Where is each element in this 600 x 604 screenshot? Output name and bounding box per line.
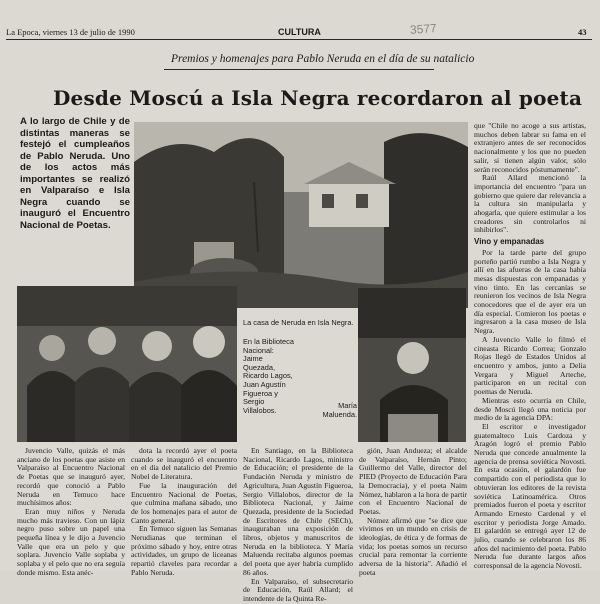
lead-paragraph: A lo largo de Chile y de distintas maneras se festejó el cumpleaños de Pablo Neruda. Uno de los actos más importantes se realizó en Valparaíso e Isla Negra cuando se inauguró el Encuentro Nacional de Poetas.	[20, 116, 130, 231]
house-caption: La casa de Neruda en Isla Negra.	[243, 318, 354, 327]
col1-paragraph: Juvencio Valle, quizás el más anciano de los poetas que asiste en Valparaíso al Encuentro Nacional de Poetas que se inauguró ayer, recordó que conoció a Pablo Neruda en Temuco hace muchísimos años:	[17, 446, 125, 508]
col5-paragraph: Raúl Allard mencionó la importancia del encuentro "para un gobierno que quiere dar relevancia a la cultura sin manipularla y ahogarla, que quiere estimular a los creadores sin controlarlos ni inhibirlos".	[474, 173, 586, 235]
issue-date-line: La Epoca, viernes 13 de julio de 1990	[6, 27, 135, 37]
col5-paragraph: A Juvencio Valle lo filmó el cineasta Ricardo Correa; Gonzalo Rojas llegó de Estados Unidos al encuentro y ambos, junto a Delia Vergara y Miguel Arteche, participaron en un recital con poemas de Neruda.	[474, 334, 586, 397]
kicker-rule	[164, 69, 434, 70]
section-label: CULTURA	[278, 27, 321, 37]
library-audience-photo	[17, 286, 237, 442]
isla-negra-house-photo	[134, 122, 468, 308]
col4-paragraph: gión, Juan Andueza; el alcalde de Valparaíso, Hernán Pinto; Guillermo del Valle, director del PIED (Proyecto de Educación Para la Democracia), y el poeta Naim Nómez, hablaron a la hora de partir con el Encuentro Nacional de Poetas.	[359, 446, 467, 516]
kicker: Premios y homenajes para Pablo Neruda en el día de su natalicio	[171, 53, 475, 65]
col4-paragraph: Nómez afirmó que "se dice que vivimos en un mundo en crisis de ideologías, de ética y de formas de vida; los poetas somos un recurso crucial para remontar la corriente adversa de la historia". Añadió el poeta	[359, 515, 467, 577]
body-column-5	[474, 121, 586, 571]
body-column-1	[17, 446, 125, 577]
col5-paragraph: Mientras esto ocurría en Chile, desde Moscú llegó una noticia por medio de la agencia DPA:	[474, 395, 586, 423]
col2-paragraph: dota la recordó ayer el poeta cuando se inauguró el encuentro en el día del natalicio del Premio Nobel de Literatura.	[131, 446, 237, 482]
body-column-4	[359, 446, 467, 577]
col5-paragraph: Por la tarde parte del grupo porteño partió rumbo a Isla Negra y allí en las afueras de la casa había mesas dispuestas con empanadas y vino tinto. En las cercanías se reunieron los vecinos de Isla Negra conocedores que el de ayer era un día especial. Comieron los poetas e ingresaron a la casa museo de Isla Negra.	[474, 247, 586, 336]
subhead: Vino y empanadas	[474, 237, 545, 247]
body-column-2	[131, 446, 237, 577]
col5-paragraph: El escritor e investigador guatemalteco Luis Cardoza y Aragón logró el premio Pablo Neruda que concede anualmente la agencia de prensa soviética Novosti. En esta ocasión, el galardón fue compartido con el periodista que lo obtuvieran los editores de la revista soviética Latinoamérica. Otros premiados fueron el poeta y escritor Armando Ernesto Cardenal y el escritor y periodista Jorge Amado. El galardón se entregó ayer 12 de julio, cuando se celebraron los 86 años del nacimiento del poeta. Pablo Neruda fue durante largos años corresponsal de la agencia Novosti.	[474, 421, 586, 571]
col1-paragraph: Eran muy niños y Neruda mucho más travieso. Con un lápiz negro puso sobre un papel una pequeña línea y le dijo a Juvencio Valle que era un pelo y que soplara. Juvencio Valle soplaba y soplaba y el pelo que no era seguía donde mismo. Esta anéc-	[17, 506, 125, 577]
audience-photo-art	[17, 286, 237, 442]
header-rule	[6, 39, 592, 40]
col2-paragraph: En Temuco siguen las Semanas Nerudianas que terminan el próximo sábado y hoy, entre otras actividades, un grupo de liceanas repartió claveles para recordar a Pablo Neruda.	[131, 524, 237, 577]
maria-maluenda-photo	[358, 288, 466, 442]
library-caption: En la Biblioteca Nacional: Jaime Quezada, Ricardo Lagos, Juan Agustín Figueroa y Sergio Villalobos.	[243, 337, 294, 415]
col3-paragraph: En Santiago, en la Biblioteca Nacional, Ricardo Lagos, ministro de Educación; el presidente de la Fundación Neruda y ministro de Agricultura, Juan Agustín Figueroa, Sergio Villalobos, director de la Biblioteca Nacional, y Jaime Quezada, presidente de la Sociedad de Escritores de Chile (SECh), inauguraban una exposición de libros, objetos y manuscritos de Neruda en la biblioteca. Y María Maluenda recitaba algunos poemas del poeta que ayer habría cumplido 86 años.	[243, 446, 353, 577]
body-column-3	[243, 446, 353, 603]
col3-paragraph: En Valparaíso, el subsecretario de Educación, Raúl Allard; el intendente de la Quinta Re-	[243, 576, 353, 603]
col2-paragraph: Fue la inauguración del Encuentro Nacional de Poetas, que culmina mañana sábado, uno de los homenajes para el autor de Canto general.	[131, 480, 237, 525]
maria-photo-art	[358, 288, 466, 442]
headline: Desde Moscú a Isla Negra recordaron al poeta	[53, 86, 583, 110]
maria-caption: María Maluenda.	[322, 401, 357, 419]
page-number: 43	[578, 27, 587, 37]
house-photo-art	[134, 122, 468, 308]
archive-stamp: 3577	[409, 21, 438, 37]
col5-paragraph: que "Chile no acoge a sus artistas, muchos deben labrar su fama en el extranjero antes de ser reconocidos nacionalmente y los que no pueden salir, si tienen algún valor, sólo serán reconocidos póstumamente".	[474, 121, 586, 174]
